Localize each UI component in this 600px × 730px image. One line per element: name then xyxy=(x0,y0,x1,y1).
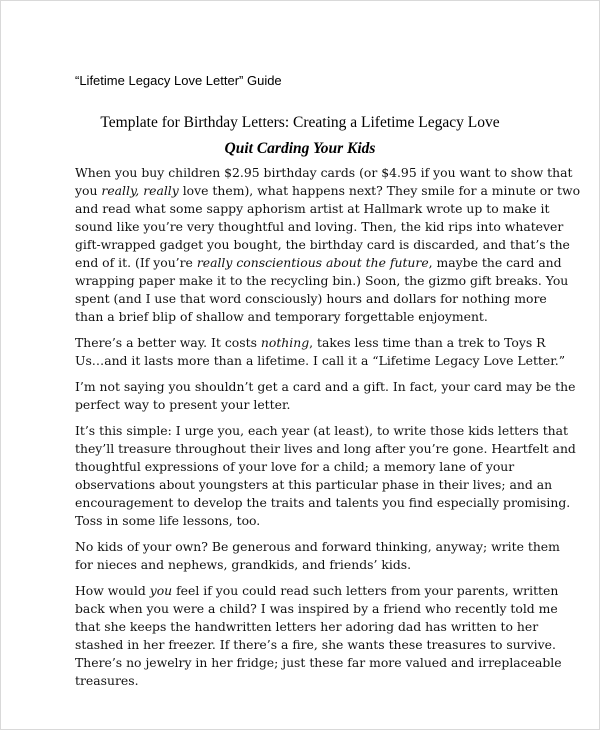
text-line xyxy=(75,352,566,370)
text-run: feel if you could read such letters from your parents, written xyxy=(172,583,559,598)
text-run: back when you were a child? I was inspired by a friend who recently told me xyxy=(75,601,558,616)
text-line xyxy=(75,334,545,352)
text-line xyxy=(75,422,569,440)
text-run: perfect way to present your letter. xyxy=(75,397,291,412)
body-paragraph xyxy=(75,538,560,574)
text-line xyxy=(75,396,545,414)
text-run: end of it. (If you’re xyxy=(75,255,197,270)
text-line xyxy=(75,618,545,636)
text-line xyxy=(75,512,545,530)
text-run: , maybe the card and xyxy=(428,255,562,270)
italic-text: nothing xyxy=(260,335,310,350)
text-run: gift-wrapped gadget you bought, the birthday card is discarded, and that’s the xyxy=(75,237,570,252)
text-run: wrapping paper make it to the recycling bin.) Soon, the gizmo gift breaks. You xyxy=(75,273,569,288)
text-run: encouragement to develop the traits and talents you find especially promising. xyxy=(75,495,571,510)
text-run: treasures. xyxy=(75,673,139,688)
body-paragraph xyxy=(75,164,581,326)
text-line xyxy=(75,218,564,236)
text-line xyxy=(75,538,560,556)
text-line xyxy=(75,200,550,218)
text-line xyxy=(75,440,576,458)
text-run: , takes less time than a trek to Toys R xyxy=(309,335,546,350)
text-run: and read what some sappy aphorism artist at Hallmark wrote up to make it xyxy=(75,201,550,216)
text-line xyxy=(75,556,545,574)
body-paragraph xyxy=(75,422,576,530)
text-line xyxy=(75,636,556,654)
body-paragraph xyxy=(75,378,576,414)
text-run: stashed in her freezer. If there’s a fire, she wants these treasures to survive. xyxy=(75,637,556,652)
text-line xyxy=(75,378,576,396)
text-run: that she keeps the handwritten letters her adoring dad has written to her xyxy=(75,619,539,634)
document-subtitle: Quit Carding Your Kids xyxy=(224,140,376,157)
text-run: When you buy children $2.95 birthday cards (or $4.95 if you want to show that xyxy=(75,165,573,180)
text-run: Toss in some life lessons, too. xyxy=(75,513,261,528)
document-header: “Lifetime Legacy Love Letter” Guide xyxy=(75,73,282,88)
text-line xyxy=(75,600,558,618)
text-run: thoughtful expressions of your love for a child; a memory lane of your xyxy=(75,459,515,474)
text-line xyxy=(75,476,553,494)
text-line xyxy=(75,308,545,326)
text-line xyxy=(75,164,573,182)
document-title: Template for Birthday Letters: Creating a Lifetime Legacy Love xyxy=(100,114,500,131)
text-line xyxy=(75,182,581,200)
italic-text: you xyxy=(149,583,173,598)
body-paragraph xyxy=(75,334,566,370)
document-body xyxy=(75,164,581,698)
text-line xyxy=(75,272,569,290)
text-run: How would xyxy=(75,583,150,598)
text-run: sound like you’re very thoughtful and loving. Then, the kid rips into whatever xyxy=(75,219,564,234)
text-run: No kids of your own? Be generous and forward thinking, anyway; write them xyxy=(75,539,560,554)
text-run: observations about youngsters at this particular phase in their lives; and an xyxy=(75,477,553,492)
text-run: love them), what happens next? They smile for a minute or two xyxy=(178,183,581,198)
text-run: There’s no jewelry in her fridge; just these far more valued and irreplaceable xyxy=(75,655,562,670)
text-run: they’ll treasure throughout their lives and long after you’re gone. Heartfelt and xyxy=(75,441,576,456)
text-run: It’s this simple: I urge you, each year (at least), to write those kids letters that xyxy=(75,423,569,438)
text-line xyxy=(75,672,545,690)
text-line xyxy=(75,494,571,512)
text-line xyxy=(75,254,562,272)
text-run: There’s a better way. It costs xyxy=(75,335,261,350)
text-line xyxy=(75,654,562,672)
text-run: for nieces and nephews, grandkids, and friends’ kids. xyxy=(75,557,412,572)
text-run: you xyxy=(75,183,102,198)
body-paragraph xyxy=(75,582,562,690)
text-line xyxy=(75,290,545,308)
italic-text: really conscientious about the future xyxy=(196,255,429,270)
text-line xyxy=(75,582,559,600)
text-run: I’m not saying you shouldn’t get a card and a gift. In fact, your card may be the xyxy=(75,379,576,394)
text-run: spent (and I use that word consciously) hours and dollars for nothing more xyxy=(75,291,547,306)
text-run: than a brief blip of shallow and temporary forgettable enjoyment. xyxy=(75,309,488,324)
text-line xyxy=(75,458,545,476)
text-run: Us…and it lasts more than a lifetime. I call it a “Lifetime Legacy Love Letter.” xyxy=(75,353,566,368)
italic-text: really, really xyxy=(101,183,179,198)
text-line xyxy=(75,236,570,254)
